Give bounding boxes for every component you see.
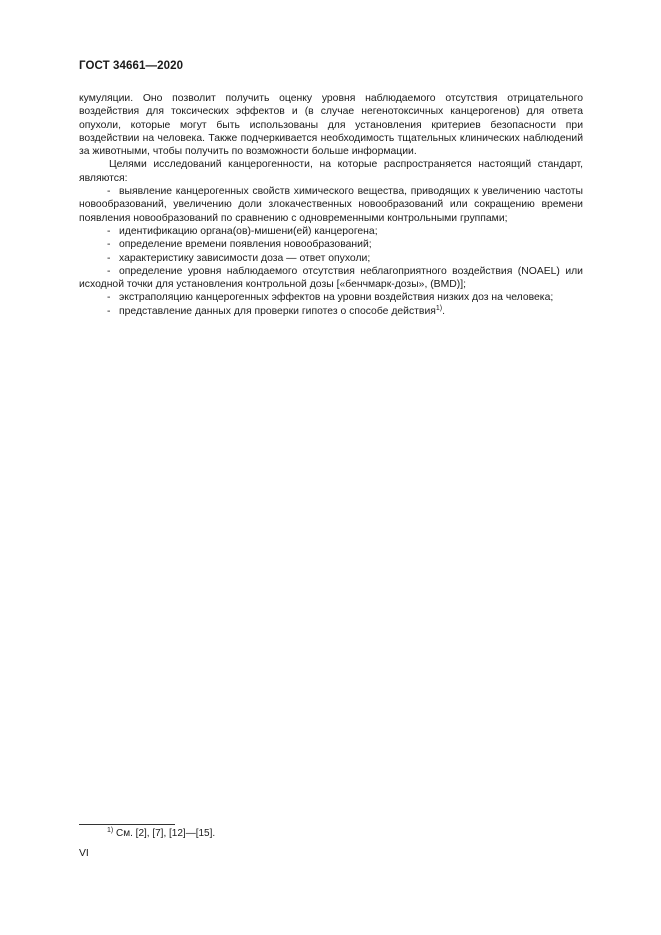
list-item: - выявление канцерогенных свойств химического вещества, приводящих к увеличению частоты новообразований, увеличению доли злокачественных новообразований или сокращению времени появления новообразований по сравнению с одновременными контрольными группами; (79, 186, 583, 224)
paragraph-continuation: кумуляции. Оно позволит получить оценку уровня наблюдаемого отсутствия отрицательного воздействия для токсических эффектов и (в случае негенотоксичных канцерогенов) для ответа опухоли, которые могут быть использованы для установления критериев безопасности при воздействии на человека. Также подчеркивается необходимость тщательных клинических наблюдений за животными, чтобы получить по возможности больше информации. (79, 93, 583, 158)
paragraph-objectives: Целями исследований канцерогенности, на которые распространяется настоящий стандарт, являются: (79, 159, 583, 184)
footnote (107, 828, 215, 840)
list-item: - идентификацию органа(ов)-мишени(ей) канцерогена; (107, 225, 378, 237)
footnote-text: См. [2], [7], [12]—[15]. (116, 828, 216, 839)
footnote-divider (79, 824, 175, 825)
list-dash: - (107, 252, 111, 264)
list-item: - определение уровня наблюдаемого отсутствия неблагоприятного воздействия (NOAEL) или исходной точки для установления контрольной дозы [«бенчмарк-дозы», (BMD)]; (79, 265, 583, 291)
list-item: - экстраполяцию канцерогенных эффектов на уровни воздействия низких доз на человека; (107, 292, 554, 304)
list-dash: - (107, 186, 111, 198)
list-dash: - (107, 292, 111, 304)
list-dash: - (107, 305, 111, 317)
list-dash: - (107, 225, 111, 237)
list-item: - представление данных для проверки гипотез о способе действия$^{1)}$. (107, 304, 446, 317)
main-text (79, 92, 583, 318)
list-item: - характеристику зависимости доза — ответ опухоли; (107, 252, 371, 264)
document-header: ГОСТ 34661—2020 (79, 60, 184, 72)
list-dash: - (107, 239, 111, 251)
footnote-marker: 1) (107, 827, 114, 834)
list-item: - определение времени появления новообразований; (107, 239, 372, 251)
page-number: VI (79, 848, 89, 859)
footnote-reference[interactable]: 1) (435, 304, 443, 312)
list-dash: - (107, 265, 111, 277)
